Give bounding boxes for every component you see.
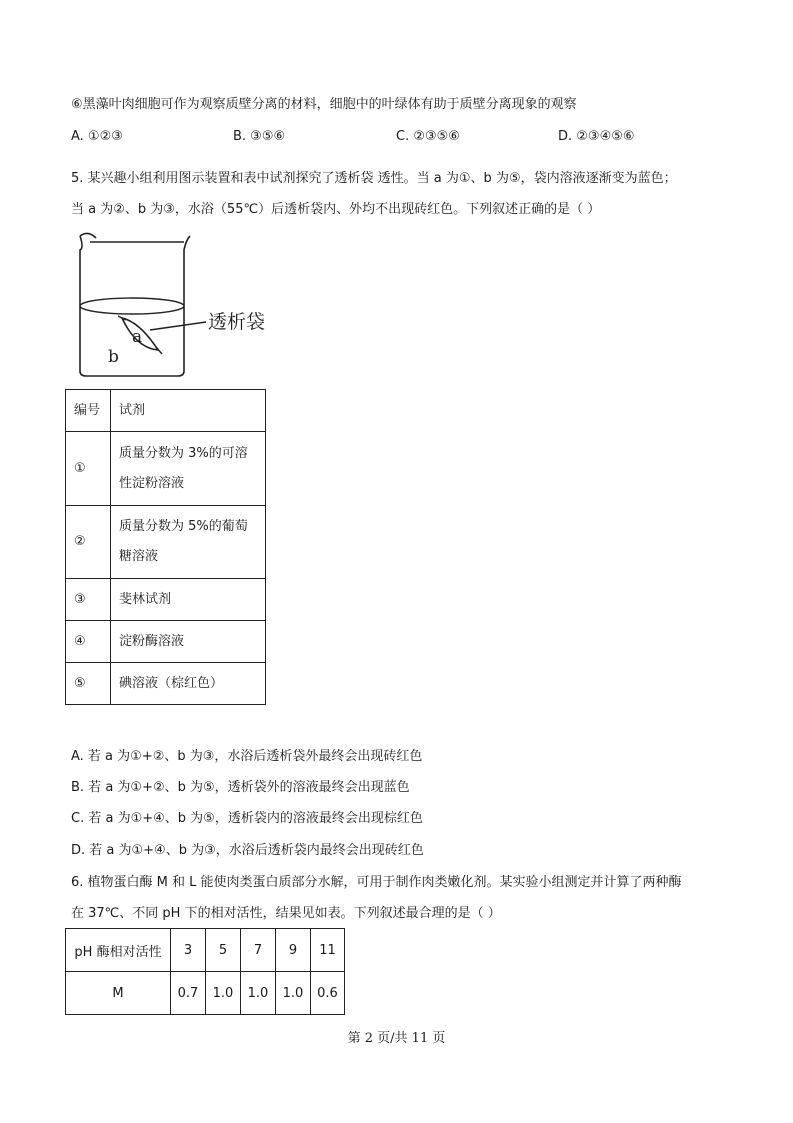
ph-header-cell: 5: [206, 929, 241, 972]
row-reagent: 斐林试剂: [111, 579, 266, 621]
table-row: [66, 579, 266, 621]
ph-header-label: pH 酶相对活性: [66, 929, 171, 972]
ph-header-cell: 7: [241, 929, 276, 972]
row-id: ②: [66, 506, 111, 579]
ph-activity-table: [65, 928, 345, 1015]
table-row: [66, 663, 266, 705]
row-id: ③: [66, 579, 111, 621]
q4-option-c[interactable]: C. ②③⑤⑥: [396, 129, 460, 144]
water-surface: [80, 298, 184, 314]
reagent-table-header: [66, 390, 266, 432]
row-reagent: [111, 432, 266, 506]
ph-header-row: [66, 929, 345, 972]
table-row: [66, 432, 266, 506]
activity-value: 1.0: [276, 972, 311, 1015]
activity-value: 0.6: [311, 972, 345, 1015]
label-bag: 透析袋: [208, 311, 266, 333]
ph-header-cell: 11: [311, 929, 345, 972]
q5-option-c[interactable]: C. 若 a 为①+④、b 为⑤，透析袋内的溶液最终会出现棕红色: [71, 811, 423, 826]
table-row: [66, 972, 345, 1015]
row-reagent-line1: 质量分数为 5%的葡萄: [119, 519, 248, 534]
beaker-outline: [80, 236, 190, 376]
q5-stem-line1: 5. 某兴趣小组利用图示装置和表中试剂探究了透析袋 透性。当 a 为①、b 为⑤，袋内溶液逐渐变为蓝色；: [71, 171, 677, 186]
row-reagent: 碘溶液（棕红色）: [111, 663, 266, 705]
activity-value: 1.0: [241, 972, 276, 1015]
header-reagent: 试剂: [111, 390, 266, 432]
q4-option-a[interactable]: A. ①②③: [71, 129, 123, 144]
row-reagent-line1: 质量分数为 3%的可溶: [119, 445, 248, 461]
row-id: ⑤: [66, 663, 111, 705]
q5-option-d[interactable]: D. 若 a 为①+④、b 为③，水浴后透析袋内最终会出现砖红色: [71, 843, 424, 858]
q5-stem-line2: 当 a 为②、b 为③，水浴（55℃）后透析袋内、外均不出现砖红色。下列叙述正确的是（ ）: [71, 202, 601, 217]
header-id: 编号: [66, 390, 111, 432]
row-reagent-line2: 糖溶液: [119, 549, 159, 564]
row-id: ①: [66, 432, 111, 506]
row-reagent: [111, 506, 266, 579]
row-reagent: 淀粉酶溶液: [111, 621, 266, 663]
q5-option-a[interactable]: A. 若 a 为①+②、b 为③，水浴后透析袋外最终会出现砖红色: [71, 749, 423, 764]
row-id: ④: [66, 621, 111, 663]
q4-option-d[interactable]: D. ②③④⑤⑥: [558, 129, 635, 144]
ph-header-cell: 3: [171, 929, 206, 972]
page-footer: 第 2 页/共 11 页: [347, 1031, 446, 1046]
activity-value: 0.7: [171, 972, 206, 1015]
q4-option-b[interactable]: B. ③⑤⑥: [233, 129, 286, 144]
enzyme-name: M: [66, 972, 171, 1015]
table-row: [66, 506, 266, 579]
label-b: b: [108, 347, 119, 367]
bag-pointer: [150, 322, 206, 330]
beaker-figure: [66, 226, 286, 386]
label-a: a: [132, 327, 143, 347]
row-reagent-line2: 性淀粉溶液: [119, 475, 185, 491]
q6-stem-line1: 6. 植物蛋白酶 M 和 L 能使肉类蛋白质部分水解，可用于制作肉类嫩化剂。某实验小组测定并计算了两种酶: [71, 875, 682, 890]
q5-option-b[interactable]: B. 若 a 为①+②、b 为⑤，透析袋外的溶液最终会出现蓝色: [71, 780, 410, 795]
q6-stem-line2: 在 37℃、不同 pH 下的相对活性，结果见如表。下列叙述最合理的是（ ）: [71, 906, 501, 921]
activity-value: 1.0: [206, 972, 241, 1015]
ph-header-cell: 9: [276, 929, 311, 972]
statement-6: ⑥黑藻叶肉细胞可作为观察质壁分离的材料，细胞中的叶绿体有助于质壁分离现象的观察: [71, 97, 577, 112]
reagent-table: [65, 389, 266, 705]
table-row: [66, 621, 266, 663]
